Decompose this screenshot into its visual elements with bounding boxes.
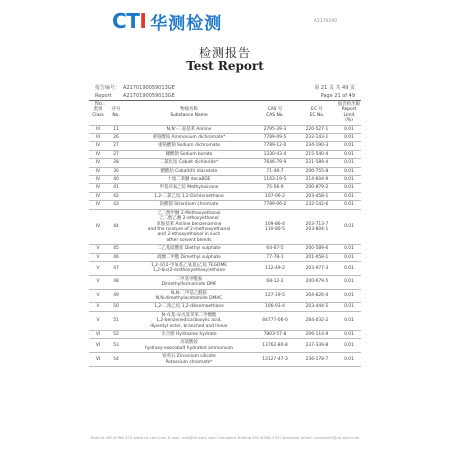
row-ec: 200-589-6 [297, 245, 337, 253]
row-ec: 201-058-1 [297, 253, 337, 261]
page-number-en: Page 21 of 49 [320, 93, 355, 99]
row-cas: 7646-79-9 [253, 159, 297, 167]
table-row [89, 353, 361, 367]
table-row [89, 331, 361, 339]
table-row [89, 192, 361, 200]
row-class: IV [89, 176, 107, 184]
row-report-limit: 0.01 [337, 192, 361, 200]
row-cas: 2795-39-3 [253, 125, 297, 133]
row-cas: 13127-47-3 [253, 353, 297, 367]
row-substance-name: N,N-二甲基乙酰胺 N,N-dimethylacetamide DMAC [125, 289, 253, 303]
row-ec: 232-142-6 [297, 201, 337, 209]
row-substance-name: 二氯化钴 Cobalt dichloride* [125, 159, 253, 167]
row-class: III [89, 125, 107, 133]
row-no: 53 [107, 339, 125, 353]
title-chinese: 检测报告 [198, 46, 251, 60]
row-report-limit: 0.01 [337, 331, 361, 339]
row-cas: 7789-09-5 [253, 134, 297, 142]
row-substance-name: 锆英石 Zirconium silicate Potassium chromate* [125, 353, 253, 367]
table-row [89, 159, 361, 167]
table-row [89, 125, 361, 133]
row-substance-name: 1,2-二溴乙烷 1,2-dibromoethane [125, 303, 253, 311]
logo-latin-text: CTI [112, 9, 147, 33]
row-substance-name: 重铬酸钠 Sodium dichromate [125, 142, 253, 150]
table-row [89, 201, 361, 209]
row-report-limit: 0.01 [337, 245, 361, 253]
row-report-limit: 0.01 [337, 125, 361, 133]
row-substance-name: 铬酸锶 Strontium chromate [125, 201, 253, 209]
row-class: III [89, 134, 107, 142]
row-cas: 127-19-5 [253, 289, 297, 303]
row-class: IV [89, 209, 107, 244]
table-row [89, 142, 361, 150]
row-class: V [89, 261, 107, 275]
row-class: IV [89, 201, 107, 209]
row-cas: 68-12-2 [253, 275, 297, 289]
table-row [89, 150, 361, 158]
row-cas: 77-78-1 [253, 253, 297, 261]
table-row [89, 311, 361, 330]
table-row [89, 245, 361, 253]
row-no: 30 [107, 167, 125, 175]
row-no: 27 [107, 142, 125, 150]
row-cas: 1330-43-4 [253, 150, 297, 158]
row-class: VI [89, 331, 107, 339]
row-substance-name: 硼酸钠 Sodium borate [125, 150, 253, 158]
row-substance-name: 硫酸二甲酯 Dimethyl sulphate [125, 253, 253, 261]
report-no-label-cn: 报告编号： [95, 85, 121, 91]
row-substance-name: N-戊基-异戊基邻苯二甲酸酯 1,2-benzenedicarboxylic acid, dipentyl ester, branched and linear [125, 311, 253, 330]
row-cas: 112-49-2 [253, 261, 297, 275]
row-class: V [89, 253, 107, 261]
table-row [89, 176, 361, 184]
header-no: 序号 No. [107, 101, 125, 126]
row-no: 51 [107, 311, 125, 330]
row-no: 27 [107, 150, 125, 158]
row-cas: 1163-19-5 [253, 176, 297, 184]
row-substance-name: 高氯酸铵 hydroxy-oxocobalt hydrated ammonium [125, 339, 253, 353]
row-substance-name: 1,2-双(2-甲氧基乙氧基)乙烷 TEGDME 1,2-bis(2-methoxyethoxy)ethane [125, 261, 253, 275]
row-substance-name: N,N'-二氨基苯 Aniline [125, 125, 253, 133]
row-no: 41 [107, 184, 125, 192]
page-id: A2170190 [313, 19, 337, 24]
row-cas: 84777-06-0 [253, 311, 297, 330]
row-substance-name: 醋酸钴 Cobalt(II) diacetate [125, 167, 253, 175]
row-no: 43 [107, 201, 125, 209]
row-substance-name: 1,2-二氯乙烷 1,2-Dichloroethane [125, 192, 253, 200]
row-cas: 64-67-5 [253, 245, 297, 253]
row-report-limit: 0.01 [337, 167, 361, 175]
row-class: IV [89, 192, 107, 200]
row-no: 28 [107, 159, 125, 167]
row-report-limit: 0.01 [337, 253, 361, 261]
row-ec: 203-444-5 [297, 303, 337, 311]
row-substance-name: 水合肼 Hydrazine hydrate [125, 331, 253, 339]
row-no: 49 [107, 289, 125, 303]
row-ec: 204-826-4 [297, 289, 337, 303]
header-ec: EC 号 EC No. [297, 101, 337, 126]
row-cas: 13762-80-8 [253, 339, 297, 353]
row-no: 50 [107, 303, 125, 311]
row-class: V [89, 311, 107, 330]
report-meta [95, 84, 355, 107]
row-no: 42 [107, 192, 125, 200]
report-no-value-cn: A2170190059013GE [123, 85, 175, 91]
row-cas: 107-06-2 [253, 192, 297, 200]
row-class: IV [89, 159, 107, 167]
row-ec: 200-879-2 [297, 184, 337, 192]
row-report-limit: 0.01 [337, 184, 361, 192]
row-class: VI [89, 353, 107, 367]
row-class: V [89, 303, 107, 311]
row-class: VI [89, 339, 107, 353]
row-class: V [89, 289, 107, 303]
report-no-label-en: Report No.: [95, 93, 112, 107]
row-report-limit: 0.01 [337, 339, 361, 353]
row-ec: 203-458-1 [297, 192, 337, 200]
row-class: V [89, 245, 107, 253]
row-no: 40 [107, 176, 125, 184]
row-ec: 234-190-3 [297, 142, 337, 150]
row-report-limit: 0.01 [337, 176, 361, 184]
row-class: V [89, 275, 107, 289]
table-row [89, 303, 361, 311]
table-row [89, 209, 361, 244]
row-class: IV [89, 142, 107, 150]
table-row [89, 253, 361, 261]
row-report-limit: 0.01 [337, 261, 361, 275]
row-no: 26 [107, 134, 125, 142]
row-report-limit: 0.01 [337, 311, 361, 330]
row-cas: 7803-57-8 [253, 331, 297, 339]
row-report-limit: 0.01 [337, 142, 361, 150]
page-number-cn: 第 21 页 共 49 页 [314, 85, 355, 91]
row-substance-name: 乙二醇甲醚 2-Methoxyethanol 乙二醇乙醚 2-ethoxyethanol 苯胺基苯 Aniline benzenamine and the mixture of 2-methoxyethanol and 2-ethoxyethanol in such other solvent blends [125, 209, 253, 244]
cti-logo [112, 10, 222, 32]
row-ec: 215-540-4 [297, 150, 337, 158]
table-row [89, 134, 361, 142]
report-no-value-en: A2170190059013GE [123, 93, 175, 99]
row-report-limit: 0.01 [337, 303, 361, 311]
report-footer: Hotline 400-6788-333 www.cti-cert.com E-mail: info@cti-cert.com Complaint Hotline 400-6788-333 Complaint email: complaint@cti-cert.com [90, 435, 360, 440]
row-ec: 200-679-5 [297, 275, 337, 289]
table-row [89, 167, 361, 175]
row-report-limit: 0.01 [337, 209, 361, 244]
row-ec: 237-339-8 [297, 339, 337, 353]
row-substance-name: 十溴二苯醚 decaBDE [125, 176, 253, 184]
row-no: 44 [107, 209, 125, 244]
row-cas: 7789-06-2 [253, 201, 297, 209]
row-cas: 106-93-4 [253, 303, 297, 311]
table-row [89, 339, 361, 353]
row-cas: 7789-12-0 [253, 142, 297, 150]
table-row [89, 261, 361, 275]
table-row [89, 289, 361, 303]
row-ec: 231-589-4 [297, 159, 337, 167]
substance-table [89, 100, 361, 367]
row-no: 48 [107, 275, 125, 289]
row-cas: 75-56-9 [253, 184, 297, 192]
row-ec: 206-114-9 [297, 331, 337, 339]
row-substance-name: 二乙基硫酸盐 Diethyl sulphate [125, 245, 253, 253]
logo-chinese-text: 华测检测 [150, 13, 223, 34]
row-no: 11 [107, 125, 125, 133]
row-class: IV [89, 184, 107, 192]
row-ec: 236-178-7 [297, 353, 337, 367]
row-substance-name: 重铬酸铵 Ammonium dichromate* [125, 134, 253, 142]
row-report-limit: 0.01 [337, 159, 361, 167]
row-no: 46 [107, 253, 125, 261]
header-class: 类别 Class [89, 101, 107, 126]
row-ec: 284-032-2 [297, 311, 337, 330]
report-header [0, 0, 450, 40]
row-report-limit: 0.01 [337, 289, 361, 303]
meta-row-cn [95, 84, 355, 92]
row-class: IV [89, 167, 107, 175]
table-header-row [89, 101, 361, 126]
row-no: 52 [107, 331, 125, 339]
row-substance-name: 二甲基甲酰胺 Dimethylformamide DMF [125, 275, 253, 289]
row-ec: 232-143-1 [297, 134, 337, 142]
row-report-limit: 0.01 [337, 275, 361, 289]
row-report-limit: 0.01 [337, 201, 361, 209]
header-substance-name: 物质名称 Substance Name [125, 101, 253, 126]
row-substance-name: 甲基环氧乙烷 Methyloxirane [125, 184, 253, 192]
row-no: 45 [107, 245, 125, 253]
row-report-limit: 0.01 [337, 134, 361, 142]
row-cas: 71-48-7 [253, 167, 297, 175]
row-ec: 200-755-8 [297, 167, 337, 175]
header-cas: CAS 号 CAS No. [253, 101, 297, 126]
row-no: 54 [107, 353, 125, 367]
row-ec: 203-977-3 [297, 261, 337, 275]
header-report-limit: 报告检出限 Report Limit (%) [338, 102, 360, 124]
table-row [89, 184, 361, 192]
row-report-limit: 0.01 [337, 353, 361, 367]
row-ec: 220-527-1 [297, 125, 337, 133]
row-no: 47 [107, 261, 125, 275]
row-report-limit: 0.01 [337, 150, 361, 158]
table-row [89, 275, 361, 289]
report-titles [0, 44, 450, 73]
meta-row-en [95, 92, 355, 107]
row-ec: 203-713-7 203-804-1 [297, 209, 337, 244]
row-class: IV [89, 150, 107, 158]
row-cas: 109-86-4 110-80-5 [253, 209, 297, 244]
row-ec: 214-604-9 [297, 176, 337, 184]
title-english: Test Report [186, 59, 264, 73]
